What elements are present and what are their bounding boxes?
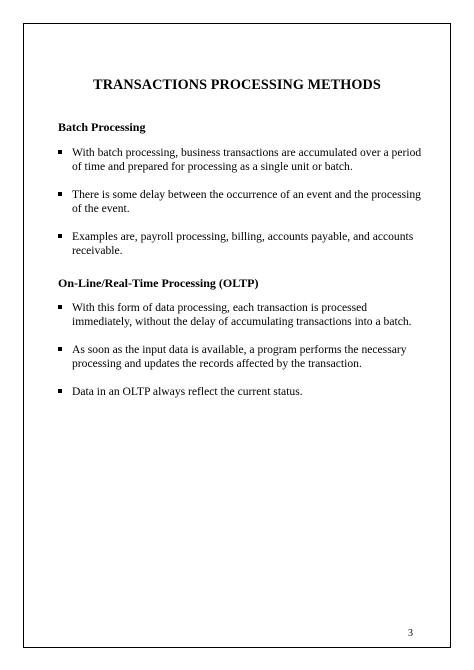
document-title: TRANSACTIONS PROCESSING METHODS [93, 77, 381, 93]
batch-processing-bullet-list [58, 146, 423, 273]
list-item [58, 146, 423, 173]
bullet-text: Examples are, payroll processing, billing, accounts payable, and accounts receivable. [72, 230, 414, 257]
bullet-text: With batch processing, business transactions are accumulated over a period of time and prepared for processing as a single unit or batch. [72, 146, 422, 173]
bullet-text: As soon as the input data is available, a program performs the necessary processing and updates the records affected by the transaction. [72, 343, 407, 370]
square-bullet-icon [58, 305, 62, 309]
square-bullet-icon [58, 150, 62, 154]
square-bullet-icon [58, 389, 62, 393]
page-number: 3 [408, 628, 413, 639]
square-bullet-icon [58, 347, 62, 351]
list-item [58, 230, 423, 257]
list-item [58, 385, 423, 399]
list-item [58, 301, 423, 328]
list-item [58, 188, 423, 215]
list-item [58, 343, 423, 370]
square-bullet-icon [58, 234, 62, 238]
section-heading-batch-processing: Batch Processing [58, 120, 146, 134]
bullet-text: With this form of data processing, each transaction is processed immediately, without the delay of accumulating transactions into a batch. [72, 301, 412, 328]
oltp-bullet-list [58, 301, 423, 414]
square-bullet-icon [58, 192, 62, 196]
bullet-text: Data in an OLTP always reflect the current status. [72, 385, 303, 399]
section-heading-oltp: On-Line/Real-Time Processing (OLTP) [58, 276, 259, 290]
bullet-text: There is some delay between the occurrence of an event and the processing of the event. [72, 188, 421, 215]
